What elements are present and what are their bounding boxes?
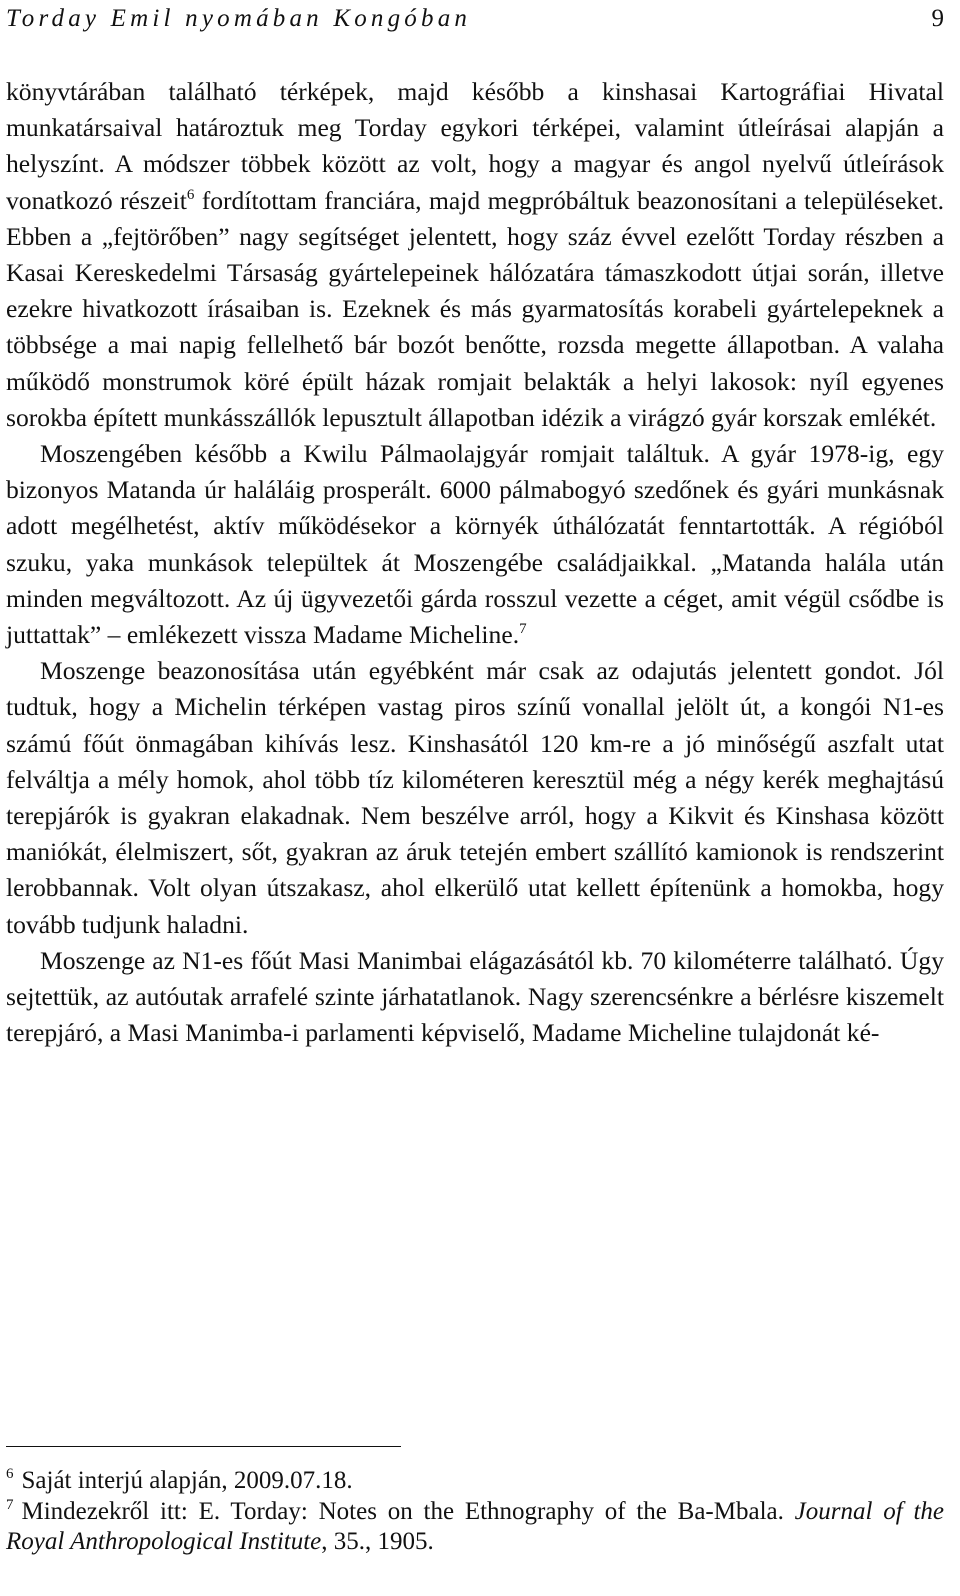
footnote-number: 7	[6, 1496, 14, 1513]
paragraph: Moszenge beazonosítása után egyébként már csak az odajutás jelentett gondot. Jól tudtuk, hogy a Michelin térképen vastag piros színű vonallal jelölt út, a kongói N1-es számú főút önmagában kihívás lesz. Kinshasától 120 km-re a jó minőségű aszfalt utat felváltja a mély homok, ahol több tíz kilométeren keresztül még a négy kerék meghajtású terepjárók is gyakran elakadnak. Nem beszélve arról, hogy a Kikvit és Kinshasa között maniókát, élelmiszert, sőt, gyakran az áruk tetején embert szállító kamionok is rendszerint lerobbannak. Volt olyan útszakasz, ahol elkerülő utat kellett építenünk a homokba, hogy tovább tudjunk haladni.	[6, 656, 944, 939]
footnote-reference: 7	[519, 621, 527, 638]
body-text	[6, 74, 944, 1051]
footnote-reference: 6	[186, 186, 195, 203]
paragraph	[6, 74, 944, 436]
page-number: 9	[931, 5, 944, 32]
paragraph-text: fordítottam franciára, majd megpróbáltuk beazonosítani a településeket. Ebben a „fejtörőben” nagy segítséget jelentett, hogy száz évvel ezelőtt Torday részben a Kasai Kereskedelmi Társaság gyártelepeinek hálózatára támaszkodott útjai során, illetve ezekre hivatkozott írásaiban is. Ezeknek és más gyarmatosítás korabeli gyártelepeknek a többsége a mai napig fellelhető bár bozót benőtte, rozsda megette állapotban. A valaha működő monstrumok köré épült házak romjait belakták a helyi lakosok: nyíl egyenes sorokba épített munkásszállók lepusztult állapotban idézik a virágzó gyár korszak emlékét.	[6, 185, 944, 432]
footnote-number: 6	[6, 1466, 14, 1482]
footnotes	[6, 1466, 944, 1558]
footnote-text: Mindezekről itt: E. Torday: Notes on the Ethnography of the Ba-Mbala.	[21, 1497, 795, 1525]
footnote-separator	[6, 1446, 401, 1447]
paragraph	[6, 436, 944, 653]
paragraph-text: könyvtárában található térképek, majd később a kinshasai Kartográfiai Hivatal munkatársaival határoztuk meg Torday egykori térképei, valamint útleírásai alapján a helyszínt. A módszer többek között az volt, hogy a magyar és angol nyelvű útleírások vonatkozó részeit	[6, 77, 944, 215]
paragraph: Moszenge az N1-es főút Masi Manimbai elágazásától kb. 70 kilométerre található. Úgy sejtettük, az autóutak arrafelé szinte járhatatlanok. Nagy szerencsénkre a bérlésre kiszemelt terepjáró, a Masi Manimba-i parlamenti képviselő, Madame Micheline tulajdonát ké-	[6, 945, 944, 1048]
paragraph-text: Moszengében később a Kwilu Pálmaolajgyár romjait találtuk. A gyár 1978-ig, egy bizonyos Matanda úr haláláig prosperált. 6000 pálmabogyó szedőnek és gyári munkásnak adott megélhetést, aktív működésekor a környék úthálózatát fenntartották. A régióból szuku, yaka munkások települtek át Moszengébe családjaikkal. „Matanda halála után minden megváltozott. Az új ügyvezetői gárda rosszul vezette a céget, amit végül csődbe is juttattak” – emlékezett vissza Madame Micheline.	[6, 439, 944, 650]
footnote-text: , 35., 1905.	[321, 1528, 434, 1555]
running-head	[6, 4, 944, 34]
journal-title: Journal of the Royal Anthropological Institute	[6, 1497, 944, 1555]
footnote	[6, 1466, 944, 1497]
running-title: Torday Emil nyomában Kongóban	[6, 5, 472, 32]
footnote	[6, 1497, 944, 1558]
footnote-text: Saját interjú alapján, 2009.07.18.	[21, 1467, 353, 1494]
